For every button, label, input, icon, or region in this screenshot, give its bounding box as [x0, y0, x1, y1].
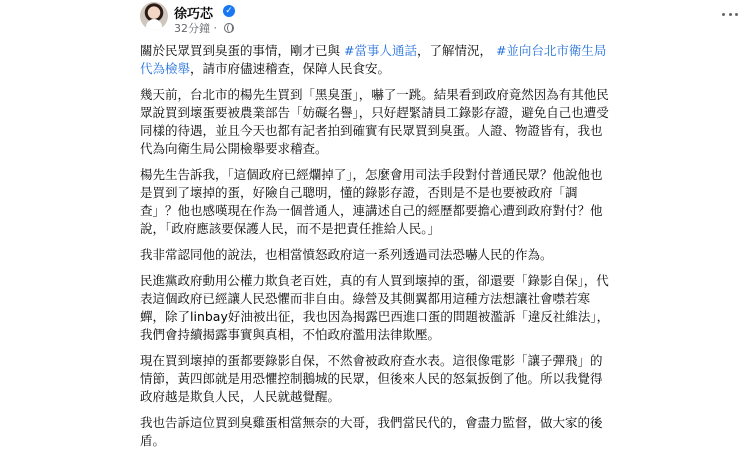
paragraph-text: 幾天前，台北市的楊先生買到「黑臭蛋」，嚇了一跳。結果看到政府竟然因為有其他民眾說買到壞蛋要被農業部告「妨礙名譽」，只好趕緊請員工錄影存證，避免自己也遭受同樣的待遇，並且今天也都有記者拍到確實有民眾買到臭蛋。人證、物證皆有，我也代為向衛生局公開檢舉要求稽查。	[140, 87, 609, 156]
post-paragraph	[140, 352, 610, 406]
meta-separator: ·	[213, 21, 217, 35]
paragraph-text: 民進黨政府動用公權力欺負老百姓，真的有人買到壞掉的蛋，卻還要「錄影自保」，代表這個政府已經讓人民恐懼而非自由。綠營及其側翼都用這種方法想讓社會噤若寒蟬，除了linbay好油被出征，我也因為揭露巴西進口蛋的問題被濫訴「違反社維法」，我們會持續揭露事實與真相，不怕政府濫用法律欺壓。	[140, 273, 610, 342]
post-paragraph	[140, 86, 610, 158]
post-body	[140, 42, 610, 458]
paragraph-text: 我非常認同他的說法，也相當憤怒政府這一系列透過司法恐嚇人民的作為。	[140, 247, 553, 262]
more-options-button[interactable]	[718, 6, 742, 22]
hashtag-link[interactable]: #當事人通話	[343, 43, 417, 58]
hashtag-link[interactable]: #並向台北市衛生局代為檢舉	[140, 43, 607, 76]
author-name[interactable]: 徐巧芯	[174, 7, 214, 22]
post-paragraph	[140, 414, 610, 450]
post-header	[140, 2, 740, 38]
post-paragraph	[140, 272, 610, 344]
post-meta	[174, 20, 234, 36]
paragraph-text: 我也告訴這位買到臭雞蛋相當無奈的大哥，我們當民代的，會盡力監督，做大家的後盾。	[140, 415, 603, 448]
paragraph-text: 現在買到壞掉的蛋都要錄影自保，不然會被政府查水表。這很像電影「讓子彈飛」的情節，黃四郎就是用恐懼控制鵝城的民眾，但後來人民的怒氣扳倒了他。所以我覺得政府越是欺負人民，人民就越覺醒。	[140, 353, 603, 404]
post-paragraph	[140, 246, 610, 264]
paragraph-text: ，請市府儘速稽查，保障人民食安。	[190, 61, 391, 76]
paragraph-text: ，了解情況，	[416, 43, 496, 58]
paragraph-text: 楊先生告訴我，「這個政府已經爛掉了」，怎麼會用司法手段對付普通民眾？他說他也是買到了壞掉的蛋，好險自己聰明，懂的錄影存證，否則是不是也要被政府「調查」？他也感嘆現在作為一個普通人，連講述自己的經歷都要擔心遭到政府對付？他說，「政府應該要保護人民，而不是把責任推給人民。」	[140, 167, 603, 236]
post-timestamp[interactable]: 32分鐘	[174, 22, 210, 35]
paragraph-text: 關於民眾買到臭蛋的事情，剛才已與	[140, 43, 344, 58]
more-options-icon	[722, 13, 725, 16]
globe-icon[interactable]	[224, 23, 234, 33]
post-paragraph	[140, 166, 610, 238]
post-paragraph	[140, 42, 610, 78]
author-avatar[interactable]	[140, 2, 168, 30]
verified-badge-icon: ✓	[223, 5, 235, 17]
